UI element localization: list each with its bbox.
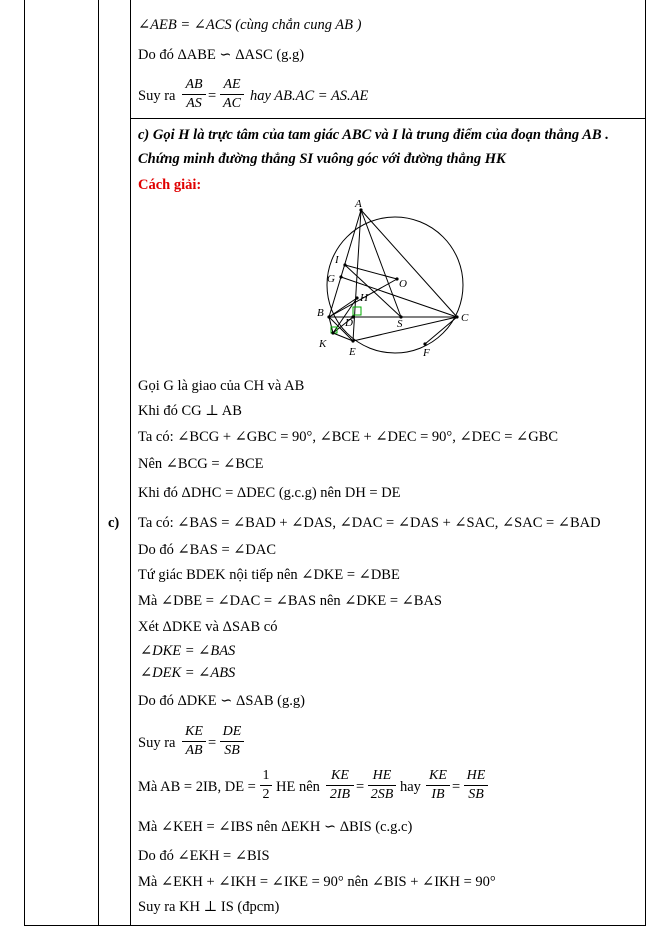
- equals-sign: =: [356, 779, 365, 795]
- ratio2-prefix: Mà AB = 2IB, DE =: [138, 779, 256, 795]
- tail-line-2: Do đó ∠EKH = ∠BIS: [138, 848, 270, 864]
- solution-line-3: Ta có: ∠BCG + ∠GBC = 90°, ∠BCE + ∠DEC = 90°, ∠DEC = ∠GBC: [138, 429, 559, 445]
- point-label-c: C: [461, 312, 469, 324]
- table-bottom-border: [24, 925, 646, 926]
- ratio2-hay: hay: [400, 779, 421, 795]
- point-label-b: B: [317, 307, 324, 319]
- part-label: c): [108, 515, 120, 531]
- table-left-border: [24, 0, 25, 926]
- equals-sign: =: [208, 88, 217, 104]
- segment-ce: [353, 317, 457, 341]
- fraction-he-2sb: HE 2SB: [368, 768, 396, 803]
- fraction-ae-ac: AE AC: [220, 77, 244, 112]
- geometry-figure: [305, 195, 485, 365]
- point-label-k: K: [319, 338, 327, 350]
- equals-sign: =: [452, 779, 461, 795]
- point-label-o: O: [399, 278, 407, 290]
- circumcircle: [327, 217, 463, 353]
- solution-line-6: Ta có: ∠BAS = ∠BAD + ∠DAS, ∠DAC = ∠DAS + ∠SAC, ∠SAC = ∠BAD: [138, 515, 601, 531]
- fraction-ke-2ib: KE 2IB: [326, 768, 354, 803]
- solution-line-1: Gọi G là giao của CH và AB: [138, 378, 305, 394]
- tail-line-4: Suy ra KH ⊥ IS (đpcm): [138, 899, 280, 915]
- point-label-i: I: [335, 254, 339, 266]
- prev-line-2: Do đó ΔABE ∽ ΔASC (g.g): [138, 47, 305, 63]
- solution-line-5: Khi đó ΔDHC = ΔDEC (g.c.g) nên DH = DE: [138, 485, 401, 501]
- solution-line-9: Mà ∠DBE = ∠DAC = ∠BAS nên ∠DKE = ∠BAS: [138, 593, 442, 609]
- row-divider: [130, 118, 646, 119]
- solution-line-11: ∠DKE = ∠BAS: [140, 643, 236, 659]
- solution-line-8: Tứ giác BDEK nội tiếp nên ∠DKE = ∠DBE: [138, 567, 400, 583]
- point-label-e: E: [349, 346, 356, 358]
- problem-line-1: c) Gọi H là trực tâm của tam giác ABC và I là trung điểm của đoạn thẳng AB .: [138, 127, 609, 143]
- problem-line-2: Chứng minh đường thẳng SI vuông góc với đường thẳng HK: [138, 151, 506, 167]
- solution-line-7: Do đó ∠BAS = ∠DAC: [138, 542, 277, 558]
- solution-line-2: Khi đó CG ⊥ AB: [138, 403, 242, 419]
- solution-line-12: ∠DEK = ∠ABS: [140, 665, 236, 681]
- fraction-half: 1 2: [260, 768, 272, 803]
- table-right-border: [645, 0, 646, 926]
- point-label-a: A: [355, 198, 362, 210]
- equals-sign: =: [208, 735, 217, 751]
- table-col-divider-1: [98, 0, 99, 926]
- point-label-g: G: [327, 273, 335, 285]
- prev-line-3-prefix: Suy ra: [138, 88, 176, 104]
- tail-line-1: Mà ∠KEH = ∠IBS nên ΔEKH ∽ ΔBIS (c.g.c): [138, 819, 413, 835]
- prev-line-1: ∠AEB = ∠ACS (cùng chắn cung AB ): [138, 17, 362, 33]
- point-label-f: F: [423, 347, 430, 359]
- solution-line-13: Do đó ΔDKE ∽ ΔSAB (g.g): [138, 693, 305, 709]
- prev-line-3-suffix: hay AB.AC = AS.AE: [250, 88, 369, 104]
- ratio1-prefix: Suy ra: [138, 735, 176, 751]
- fraction-de-sb: DE SB: [220, 724, 244, 759]
- point-label-s: S: [397, 318, 403, 330]
- point-label-d: D: [345, 317, 353, 329]
- solution-line-10: Xét ΔDKE và ΔSAB có: [138, 619, 278, 635]
- point-label-h: H: [360, 292, 368, 304]
- fraction-ab-as: AB AS: [182, 77, 206, 112]
- solution-line-4: Nên ∠BCG = ∠BCE: [138, 456, 264, 472]
- fraction-ke-ab: KE AB: [182, 724, 206, 759]
- table-col-divider-2: [130, 0, 131, 926]
- ratio2-mid: HE nên: [276, 779, 320, 795]
- fraction-he-sb: HE SB: [464, 768, 488, 803]
- fraction-ke-ib: KE IB: [426, 768, 450, 803]
- segment-ke: [333, 333, 353, 341]
- solution-heading: Cách giải:: [138, 177, 202, 193]
- tail-line-3: Mà ∠EKH + ∠IKH = ∠IKE = 90° nên ∠BIS + ∠IKH = 90°: [138, 874, 496, 890]
